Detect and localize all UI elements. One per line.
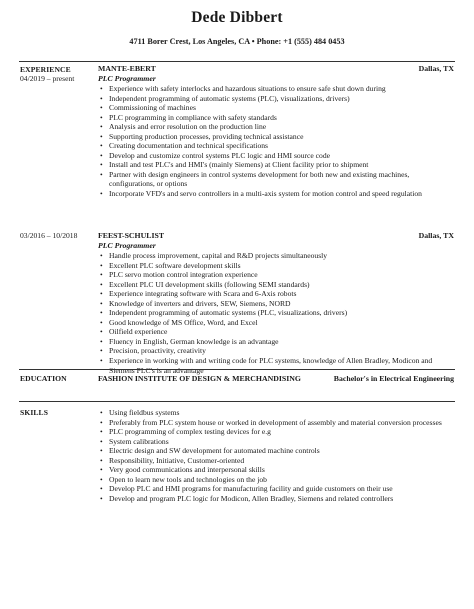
job-bullet: • Precision, proactivity, creativity: [98, 346, 454, 356]
experience-heading: EXPERIENCE: [20, 65, 71, 74]
skill-bullet: • System calibrations: [98, 437, 454, 447]
skill-bullet: • Electric design and SW development for automated machine controls: [98, 446, 454, 456]
job-bullet: • Excellent PLC UI development skills (following SEMI standards): [98, 280, 454, 290]
job-bullet: • Partner with design engineers in control systems development for both new and existing machines, configurations, or options: [98, 170, 454, 189]
job-bullet: • Independent programming of automatic systems (PLC, visualizations, drivers): [98, 308, 454, 318]
candidate-name: Dede Dibbert: [191, 9, 283, 26]
job-bullet: • PLC servo motion control integration experience: [98, 270, 454, 280]
school-name: FASHION INSTITUTE OF DESIGN & MERCHANDISING: [98, 374, 301, 383]
job-location: Dallas, TX: [418, 231, 454, 240]
skill-bullet: • Very good communications and interpersonal skills: [98, 465, 454, 475]
skills-heading: SKILLS: [20, 408, 49, 417]
job-bullet: • Excellent PLC software development skills: [98, 261, 454, 271]
skill-bullet: • Responsibility, Initiative, Customer-oriented: [98, 456, 454, 466]
skill-bullet: • Develop and program PLC logic for Modicon, Allen Bradley, Siemens and related controllers: [98, 494, 454, 504]
skill-bullet: • Open to learn new tools and technologies on the job: [98, 475, 454, 485]
job-bullet: • Supporting production processes, providing technical assistance: [98, 132, 454, 142]
job-bullet: • Experience with safety interlocks and hazardous situations to ensure safe shut down during: [98, 84, 454, 94]
job-role: PLC Programmer: [98, 74, 156, 83]
job-bullet: • Install and test PLC's and HMI's (mainly Siemens) at Client facility prior to shipment: [98, 160, 454, 170]
education-heading: EDUCATION: [20, 374, 67, 383]
job-bullet: • Experience in working with and writing code for PLC systems, knowledge of Allen Bradley, Modicon and Siemens PLC's is an advantage: [98, 356, 454, 375]
job-bullet: • Experience integrating software with Scara and 6-Axis robots: [98, 289, 454, 299]
job-bullet: • Analysis and error resolution on the production line: [98, 122, 454, 132]
degree: Bachelor's in Electrical Engineering: [333, 374, 454, 383]
job-bullet: • Independent programming of automatic systems (PLC), visualizations, drivers): [98, 94, 454, 104]
skills-bullet-list: [98, 408, 454, 503]
skill-bullet: • Develop PLC and HMI programs for manufacturing facility and guide customers on their use: [98, 484, 454, 494]
job-bullet: • Incorporate VFD's and servo controllers in a multi-axis system for motion control and speed regulation: [98, 189, 454, 199]
job-location: Dallas, TX: [418, 64, 454, 73]
header-divider: [19, 61, 455, 62]
job-bullet: • Creating documentation and technical specifications: [98, 141, 454, 151]
job-bullet-list: [98, 251, 454, 375]
job-bullet: • Knowledge of inverters and drivers, SEW, Siemens, NORD: [98, 299, 454, 309]
skill-bullet: • PLC programming of complex testing devices for e.g: [98, 427, 454, 437]
job-role: PLC Programmer: [98, 241, 156, 250]
job-company: MANTE-EBERT: [98, 64, 156, 73]
skill-bullet: • Preferably from PLC system house or worked in development of assembly and material conversion processes: [98, 418, 454, 428]
skill-bullet: • Using fieldbus systems: [98, 408, 454, 418]
job-bullet: • Oilfield experience: [98, 327, 454, 337]
job-bullet: • Fluency in English, German knowledge is an advantage: [98, 337, 454, 347]
job-dates: 04/2019 – present: [20, 74, 75, 83]
job-bullet: • Commissioning of machines: [98, 103, 454, 113]
job-bullet: • Good knowledge of MS Office, Word, and Excel: [98, 318, 454, 328]
section-divider: [19, 401, 455, 402]
job-company: FEEST-SCHULIST: [98, 231, 165, 240]
job-bullet-list: [98, 84, 454, 199]
contact-line: 4711 Borer Crest, Los Angeles, CA • Phone: +1 (555) 484 0453: [129, 37, 345, 46]
job-bullet: • Handle process improvement, capital and R&D projects simultaneously: [98, 251, 454, 261]
job-bullet: • Develop and customize control systems PLC logic and HMI source code: [98, 151, 454, 161]
job-bullet: • PLC programming in compliance with safety standards: [98, 113, 454, 123]
section-divider: [19, 369, 455, 370]
job-dates: 03/2016 – 10/2018: [20, 231, 78, 240]
